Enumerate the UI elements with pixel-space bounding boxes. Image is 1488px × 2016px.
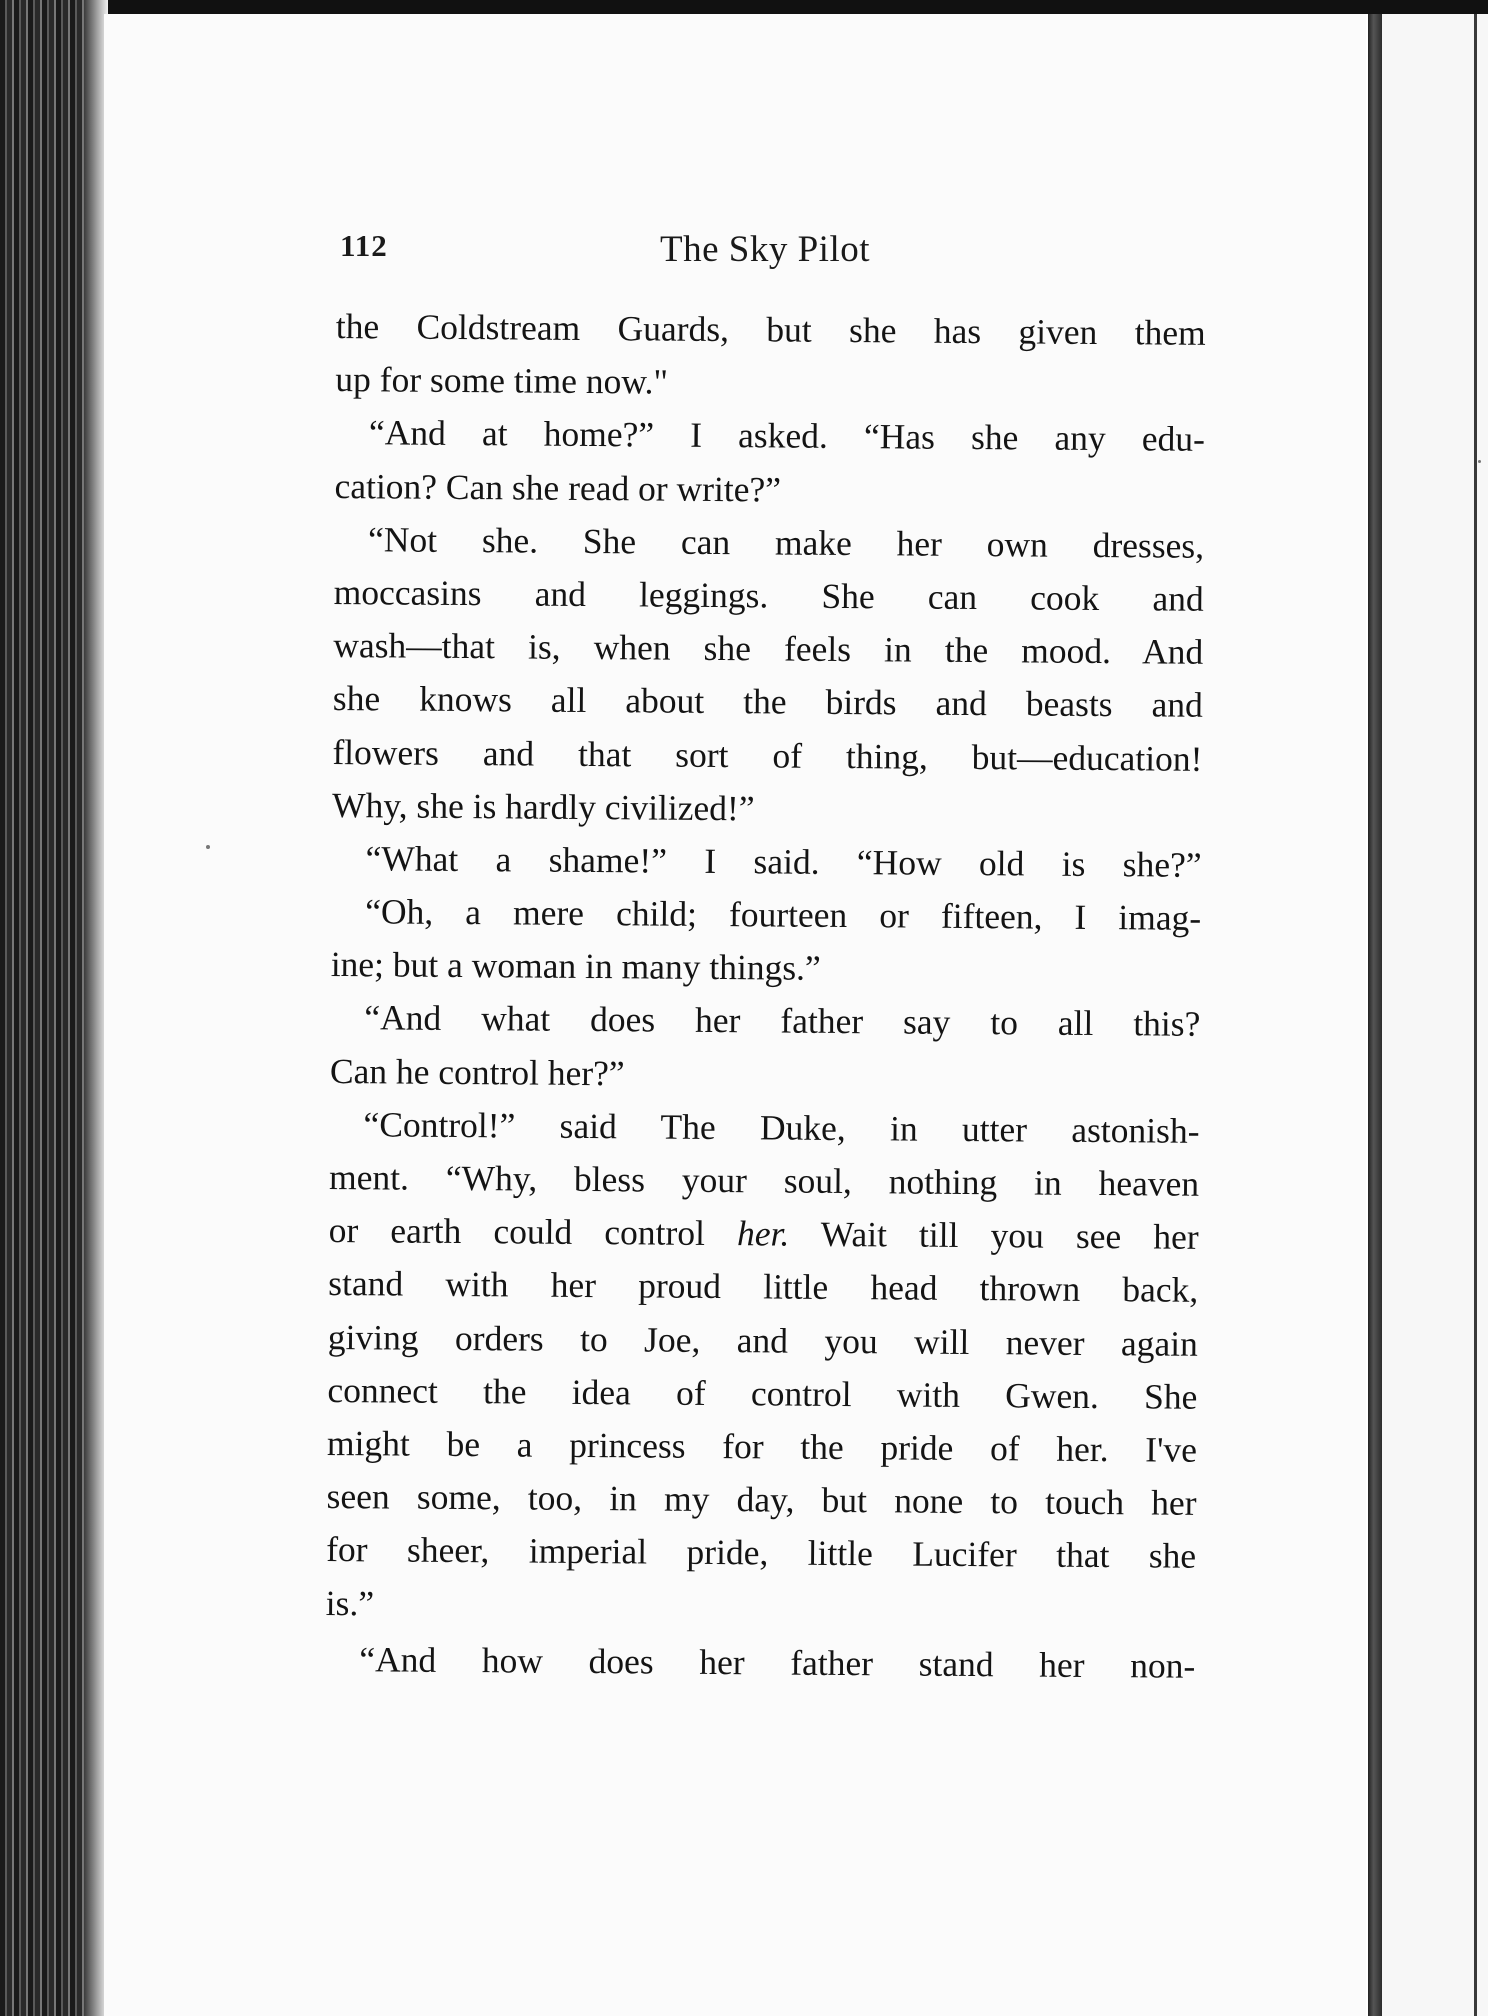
text-line: seen some, too, in my day, but none to touch her: [326, 1476, 1197, 1523]
right-page-gutter: [1368, 14, 1382, 2016]
text-line: ment. “Why, bless your soul, nothing in heaven: [328, 1156, 1200, 1204]
text-line: for sheer, imperial pride, little Lucifer that she: [326, 1529, 1197, 1577]
text-line: moccasins and leggings. She can cook and: [333, 571, 1204, 619]
emphasized-word: her.: [736, 1213, 790, 1254]
text-line: Can he control her?”: [329, 1050, 625, 1093]
text-line: flowers and that sort of thing, but—education!: [332, 731, 1203, 779]
text-line: “What a shame!” I said. “How old is she?”: [365, 838, 1202, 885]
body-text: [325, 300, 1206, 1693]
text-line: up for some time now.": [335, 359, 669, 402]
facing-page-strip: [1382, 14, 1488, 2016]
text-segment: Wait till you see her: [820, 1214, 1199, 1257]
text-line: giving orders to Joe, and you will never again: [327, 1316, 1198, 1364]
text-line: “And at home?” I asked. “Has she any edu-: [368, 412, 1206, 460]
text-line: is.”: [325, 1582, 375, 1623]
scan-top-border: [0, 0, 1488, 14]
page-number: 112: [340, 228, 388, 263]
text-line: wash—that is, when she feels in the mood. And: [333, 625, 1204, 672]
text-line: connect the idea of control with Gwen. She: [327, 1369, 1198, 1417]
text-line: stand with her proud little head thrown back,: [328, 1263, 1199, 1311]
facing-page-edge: [1474, 14, 1477, 2016]
text-segment: or earth could control: [328, 1210, 706, 1254]
text-line: the Coldstream Guards, but she has given them: [335, 305, 1206, 353]
text-line: “And what does her father say to all this?: [364, 997, 1201, 1045]
text-line: “Control!” said The Duke, in utter astonish-: [363, 1104, 1200, 1151]
book-page-edges: [0, 0, 96, 2016]
text-line: “Oh, a mere child; fourteen or fifteen, I imag-: [365, 891, 1202, 938]
text-line: Why, she is hardly civilized!”: [331, 784, 755, 828]
page-header: [340, 228, 1200, 288]
text-line: she knows all about the birds and beasts and: [332, 678, 1204, 726]
paper-speck: [206, 845, 210, 849]
text-line: “Not she. She can make her own dresses,: [367, 519, 1205, 566]
text-line: ine; but a woman in many things.”: [330, 944, 821, 989]
running-title: The Sky Pilot: [660, 229, 871, 270]
text-line: might be a princess for the pride of her. I've: [326, 1422, 1198, 1470]
text-line: “And how does her father stand her non-: [359, 1638, 1196, 1686]
paper-speck: [1478, 460, 1481, 463]
text-line: [328, 1204, 1198, 1264]
text-line: cation? Can she read or write?”: [334, 465, 782, 510]
